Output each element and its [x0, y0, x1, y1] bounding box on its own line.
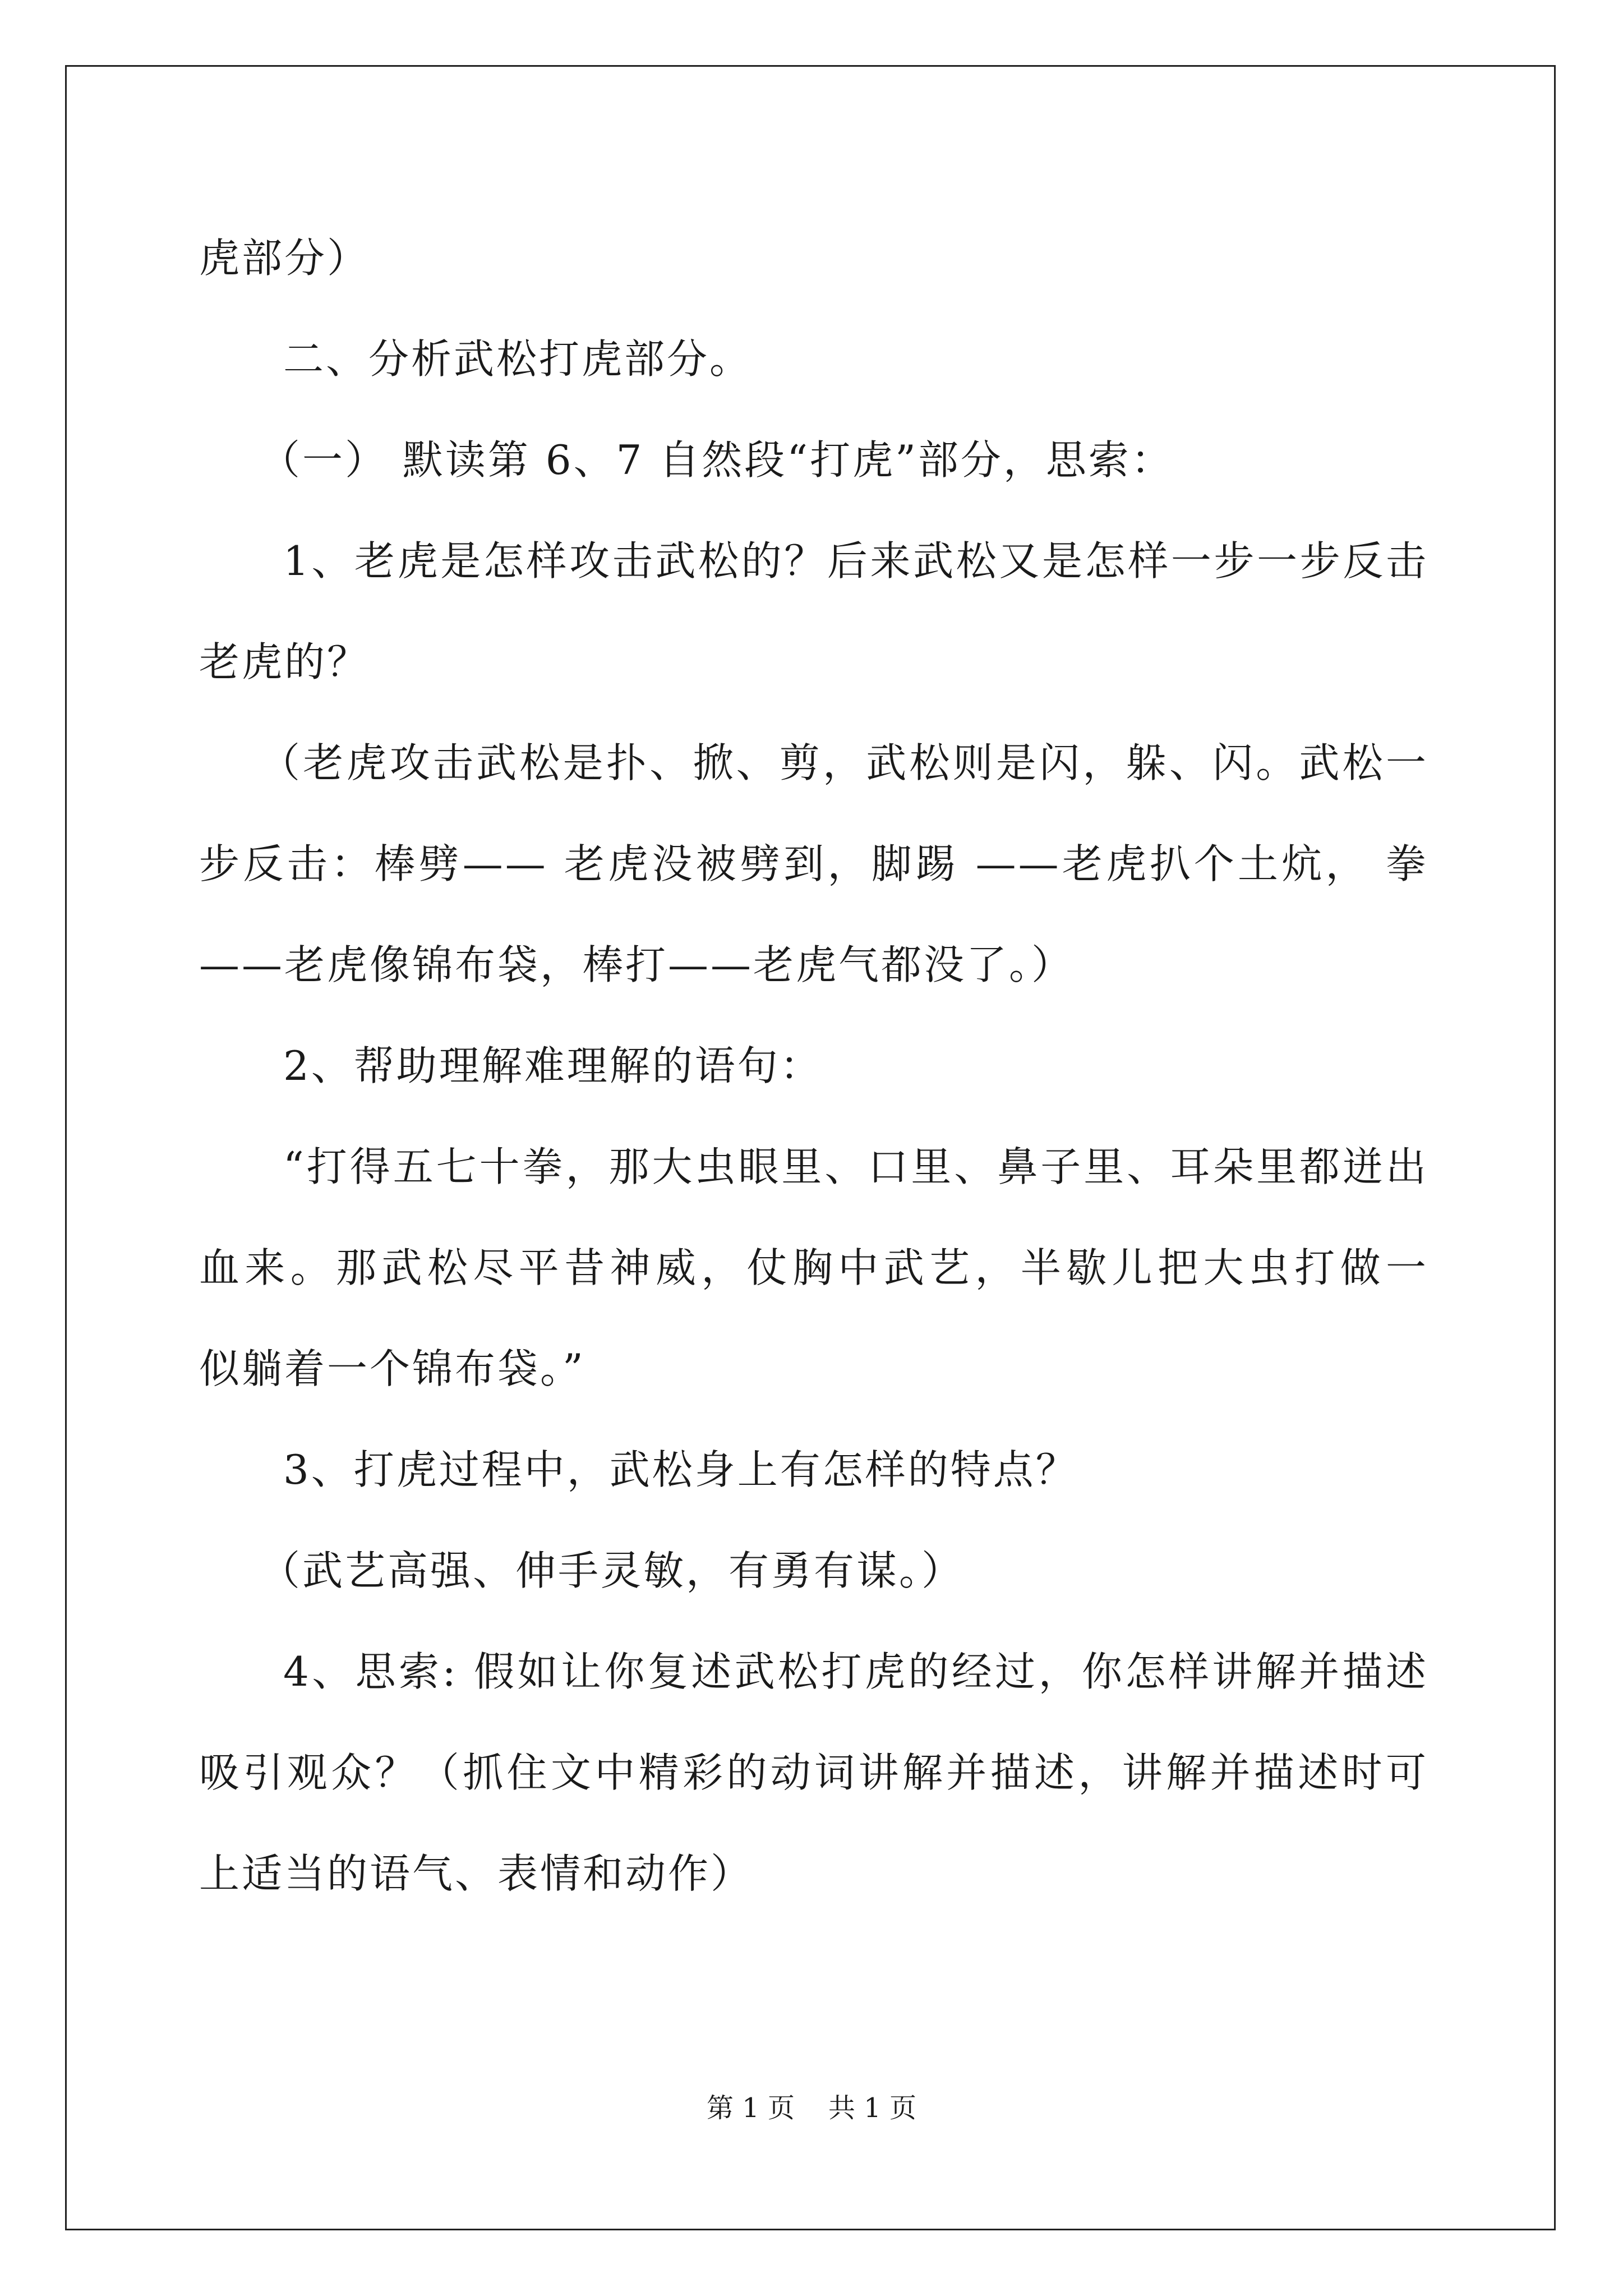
quote-line-3: 似躺着一个锦布袋。” — [199, 1345, 585, 1392]
quote-line-1: “打得五七十拳，那大虫眼里、口里、鼻子里、耳朵里都迸出 — [283, 1143, 1428, 1190]
question-3: 3、打虎过程中，武松身上有怎样的特点？ — [283, 1446, 1078, 1493]
question-4-line-3: 上适当的语气、表情和动作） — [199, 1850, 754, 1897]
answer-1-line-1: （老虎攻击武松是扑、掀、剪，武松则是闪，躲、闪。武松一 — [260, 739, 1428, 786]
document-body — [199, 208, 1428, 1924]
page-footer — [0, 2091, 1623, 2125]
question-4-line-1: 4、思索: 假如让你复述武松打虎的经过，你怎样讲解并描述 — [283, 1648, 1428, 1695]
question-4-line-2: 吸引观众？（抓住文中精彩的动词讲解并描述，讲解并描述时可 — [199, 1749, 1428, 1796]
question-2: 2、帮助理解难理解的语句： — [283, 1042, 823, 1089]
question-1-line-1: 1、老虎是怎样攻击武松的？后来武松又是怎样一步一步反击 — [283, 537, 1428, 585]
answer-1-line-2: 步反击：棒劈—— 老虎没被劈到，脚踢 ——老虎扒个土炕， 拳 — [199, 840, 1428, 887]
page-total: 共 1 页 — [828, 2092, 917, 2124]
answer-3: （武艺高强、伸手灵敏，有勇有谋。） — [260, 1547, 965, 1594]
subsection-heading: （一） 默读第 6、7 自然段“打虎”部分，思索： — [260, 436, 1174, 484]
answer-1-line-3: ——老虎像锦布袋，棒打——老虎气都没了。） — [199, 941, 1075, 988]
question-1-line-2: 老虎的？ — [199, 638, 370, 685]
page-number: 第 1 页 — [706, 2092, 795, 2124]
text-line-1: 虎部分） — [199, 234, 370, 282]
section-heading: 二、分析武松打虎部分。 — [283, 335, 753, 383]
quote-line-2: 血来。那武松尽平昔神威，仗胸中武艺，半歇儿把大虫打做一 — [199, 1244, 1428, 1291]
